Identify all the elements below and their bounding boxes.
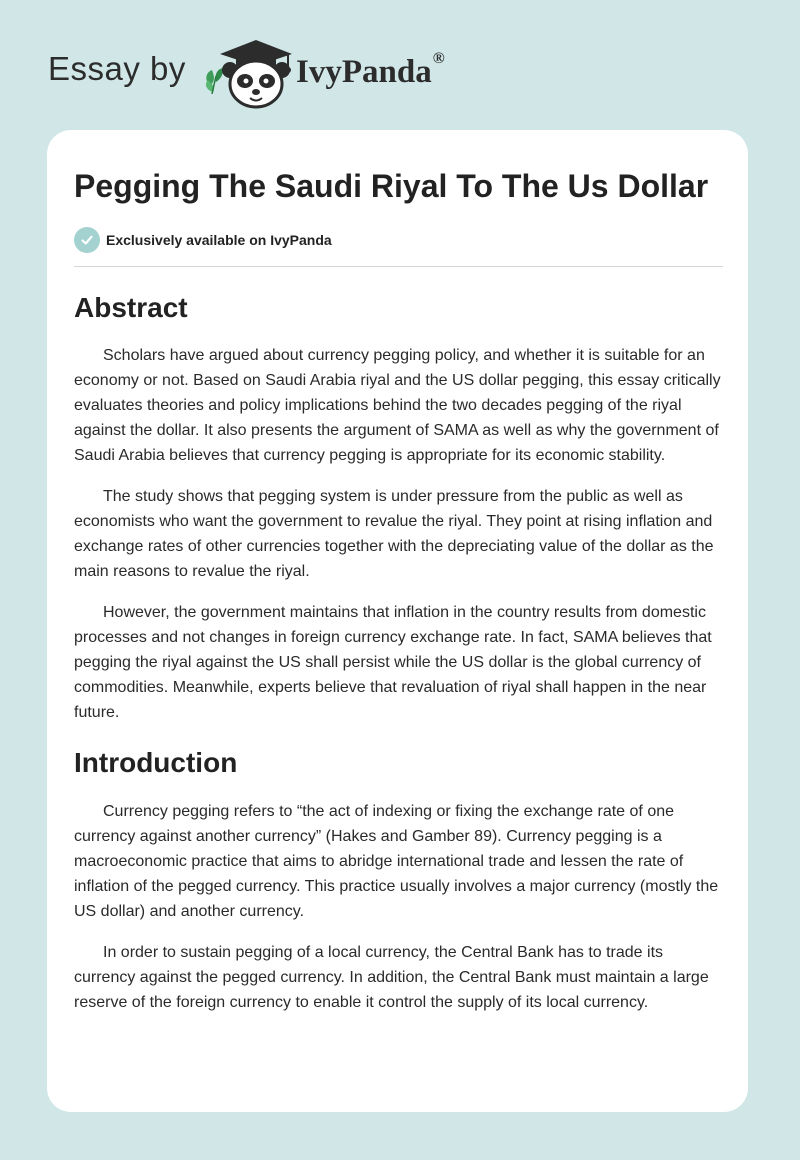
essay-title: Pegging The Saudi Riyal To The Us Dollar: [74, 168, 709, 204]
checkmark-icon: [74, 227, 100, 253]
section-abstract: [74, 291, 724, 725]
paragraph: However, the government maintains that inflation in the country results from domestic processes and not changes in foreign currency exchange rate. In fact, SAMA believes that pegging the riyal against the US shall persist while the US dollar is the global currency of commodities. Meanwhile, experts believe that revaluation of riyal shall happen in the near future.: [74, 604, 712, 721]
registered-mark: ®: [432, 50, 445, 67]
paragraph: Currency pegging refers to “the act of indexing or fixing the exchange rate of one currency against another currency” (Hakes and Gamber 89). Currency pegging is a macroeconomic practice that aims to abridge international trade and lessen the rate of inflation of the pegged currency. This practice usually involves a major currency (mostly the US dollar) and another currency.: [74, 803, 719, 920]
exclusive-badge: [74, 227, 724, 253]
essay-content: [74, 130, 724, 1015]
section-heading: Abstract: [74, 292, 188, 323]
exclusive-badge-label: Exclusively available on IvyPanda: [106, 232, 332, 248]
section-introduction: [74, 746, 724, 1015]
title-divider: [74, 266, 723, 267]
brand-name[interactable]: IvyPanda®: [296, 50, 445, 90]
paragraph: The study shows that pegging system is under pressure from the public as well as economists who want the government to revalue the riyal. They point at rising inflation and exchange rates of other currencies together with the depreciating value of the dollar as the main reasons to revalue the riyal.: [74, 488, 714, 580]
essay-card: [47, 130, 748, 1112]
site-header: [0, 0, 800, 128]
leaf-icon: [206, 68, 224, 94]
paragraph: In order to sustain pegging of a local currency, the Central Bank has to trade its currency against the pegged currency. In addition, the Central Bank must maintain a large reserve of the foreign currency to enable it control the supply of its local currency.: [74, 944, 709, 1011]
brand-prefix: Essay by: [48, 50, 186, 87]
paragraph: Scholars have argued about currency pegging policy, and whether it is suitable for an economy or not. Based on Saudi Arabia riyal and the US dollar pegging, this essay critically evaluates theories and policy implications behind the two decades pegging of the riyal against the dollar. It also presents the argument of SAMA as well as why the government of Saudi Arabia believes that currency pegging is appropriate for its economic stability.: [74, 347, 721, 464]
section-heading: Introduction: [74, 747, 238, 778]
panda-logo-icon[interactable]: [200, 34, 296, 110]
